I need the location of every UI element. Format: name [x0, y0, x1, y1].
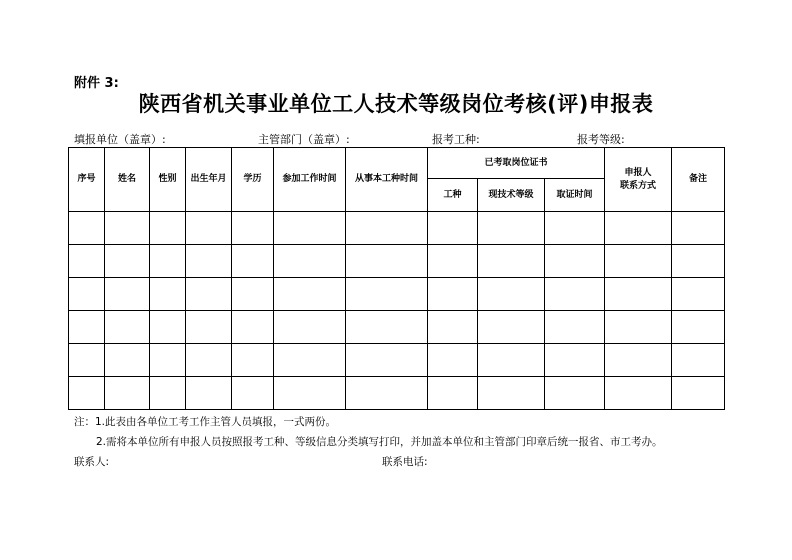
table-cell[interactable] [605, 245, 672, 278]
table-cell[interactable] [69, 344, 105, 377]
header-work-start: 参加工作时间 [274, 148, 346, 212]
table-cell[interactable] [605, 212, 672, 245]
header-job-start: 从事本工种时间 [346, 148, 428, 212]
table-cell[interactable] [672, 278, 725, 311]
table-cell[interactable] [428, 245, 478, 278]
table-cell[interactable] [545, 245, 605, 278]
table-cell[interactable] [346, 278, 428, 311]
table-cell[interactable] [150, 212, 186, 245]
table-cell[interactable] [105, 245, 150, 278]
header-contact-line2: 联系方式 [620, 180, 657, 191]
table-cell[interactable] [672, 377, 725, 410]
contact-person-label: 联系人: [74, 456, 110, 468]
table-cell[interactable] [274, 245, 346, 278]
table-cell[interactable] [150, 311, 186, 344]
table-cell[interactable] [232, 344, 274, 377]
table-cell[interactable] [105, 278, 150, 311]
table-cell[interactable] [672, 212, 725, 245]
table-cell[interactable] [545, 344, 605, 377]
table-row [69, 278, 725, 311]
table-row [69, 212, 725, 245]
table-cell[interactable] [478, 245, 545, 278]
table-cell[interactable] [478, 278, 545, 311]
table-row [69, 245, 725, 278]
table-cell[interactable] [478, 377, 545, 410]
contact-phone-label: 联系电话: [382, 456, 428, 468]
header-seq: 序号 [69, 148, 105, 212]
table-cell[interactable] [232, 311, 274, 344]
table-cell[interactable] [69, 377, 105, 410]
table-cell[interactable] [545, 377, 605, 410]
table-cell[interactable] [186, 311, 232, 344]
table-cell[interactable] [428, 344, 478, 377]
header-contact [605, 148, 672, 212]
table-cell[interactable] [346, 212, 428, 245]
table-cell[interactable] [605, 344, 672, 377]
header-remark: 备注 [672, 148, 725, 212]
table-cell[interactable] [672, 311, 725, 344]
table-cell[interactable] [186, 245, 232, 278]
header-gender: 性别 [150, 148, 186, 212]
table-cell[interactable] [186, 377, 232, 410]
table-cell[interactable] [69, 212, 105, 245]
table-cell[interactable] [545, 311, 605, 344]
table-cell[interactable] [150, 278, 186, 311]
table-cell[interactable] [274, 344, 346, 377]
table-cell[interactable] [605, 278, 672, 311]
table-cell[interactable] [232, 245, 274, 278]
note-line-2: 2.需将本单位所有申报人员按照报考工种、等级信息分类填写打印，并加盖本单位和主管部门印章后统一报省、市工考办。 [96, 436, 663, 448]
table-cell[interactable] [274, 278, 346, 311]
table-cell[interactable] [605, 377, 672, 410]
table-cell[interactable] [428, 212, 478, 245]
table-cell[interactable] [105, 344, 150, 377]
header-contact-line1: 申报人 [624, 168, 652, 179]
table-cell[interactable] [186, 212, 232, 245]
table-cell[interactable] [186, 278, 232, 311]
fill-job-label: 报考工种: [432, 133, 480, 146]
header-row-1 [69, 148, 725, 179]
table-cell[interactable] [274, 212, 346, 245]
header-cert-job: 工种 [428, 179, 478, 212]
table-cell[interactable] [428, 311, 478, 344]
table-cell[interactable] [545, 278, 605, 311]
fill-dept-label: 主管部门（盖章）: [258, 133, 350, 146]
table-cell[interactable] [69, 245, 105, 278]
table-cell[interactable] [478, 212, 545, 245]
table-cell[interactable] [672, 344, 725, 377]
table-cell[interactable] [346, 377, 428, 410]
table-cell[interactable] [150, 344, 186, 377]
table-cell[interactable] [605, 311, 672, 344]
fill-unit-label: 填报单位（盖章）: [74, 133, 166, 146]
table-row [69, 344, 725, 377]
table-cell[interactable] [428, 278, 478, 311]
table-cell[interactable] [346, 344, 428, 377]
fill-grade-label: 报考等级: [577, 133, 625, 146]
table-cell[interactable] [232, 212, 274, 245]
header-name: 姓名 [105, 148, 150, 212]
table-cell[interactable] [150, 245, 186, 278]
header-cert-group: 已考取岗位证书 [428, 148, 605, 179]
table-cell[interactable] [274, 377, 346, 410]
table-row [69, 377, 725, 410]
form-title: 陕西省机关事业单位工人技术等级岗位考核(评)申报表 [138, 92, 654, 116]
table-cell[interactable] [105, 377, 150, 410]
header-education: 学历 [232, 148, 274, 212]
table-cell[interactable] [346, 311, 428, 344]
table-cell[interactable] [69, 311, 105, 344]
table-cell[interactable] [478, 311, 545, 344]
table-cell[interactable] [478, 344, 545, 377]
table-cell[interactable] [346, 245, 428, 278]
header-cert-date: 取证时间 [545, 179, 605, 212]
table-cell[interactable] [186, 344, 232, 377]
table-cell[interactable] [672, 245, 725, 278]
fill-fields-row [72, 131, 732, 147]
application-table [68, 147, 725, 410]
table-row [69, 311, 725, 344]
table-cell[interactable] [232, 377, 274, 410]
attachment-label: 附件 3: [74, 76, 119, 91]
header-cert-level: 现技术等级 [478, 179, 545, 212]
table-cell[interactable] [232, 278, 274, 311]
table-cell[interactable] [69, 278, 105, 311]
table-cell[interactable] [105, 311, 150, 344]
table-cell[interactable] [105, 212, 150, 245]
table-cell[interactable] [274, 311, 346, 344]
table-cell[interactable] [428, 377, 478, 410]
note-line-1: 注：1.此表由各单位工考工作主管人员填报，一式两份。 [74, 416, 337, 428]
header-birth: 出生年月 [186, 148, 232, 212]
table-cell[interactable] [545, 212, 605, 245]
table-cell[interactable] [150, 377, 186, 410]
